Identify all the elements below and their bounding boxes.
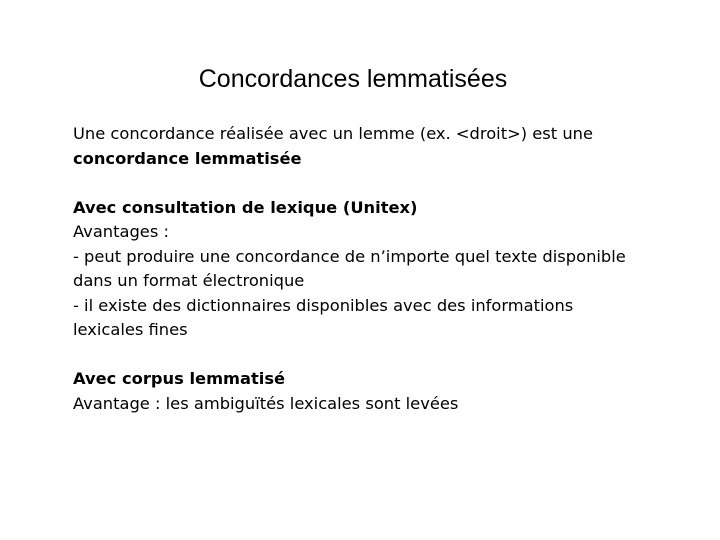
spacer (73, 171, 703, 196)
lexique-item-1-line-2: dans un format électronique (73, 271, 305, 290)
corpus-avantage: Avantage : les ambiguïtés lexicales sont levées (73, 393, 459, 413)
intro-line-1: Une concordance réalisée avec un lemme (ex. <droit>) est une (73, 124, 593, 143)
lexique-item-2-line-2: lexicales fines (73, 320, 188, 339)
lexique-item-2-line-1: - il existe des dictionnaires disponibles avec des informations (73, 295, 574, 315)
intro-line-2-bold: concordance lemmatisée (73, 148, 302, 168)
slide-title: Concordances lemmatisées (198, 65, 508, 93)
lexique-heading: Avec consultation de lexique (Unitex) (73, 197, 418, 217)
slide-body (73, 122, 703, 416)
corpus-heading: Avec corpus lemmatisé (73, 369, 286, 388)
spacer (73, 343, 703, 368)
lexique-item-1-line-1: - peut produire une concordance de n’importe quel texte disponible (73, 246, 626, 266)
lexique-avantages-label: Avantages : (73, 222, 169, 241)
